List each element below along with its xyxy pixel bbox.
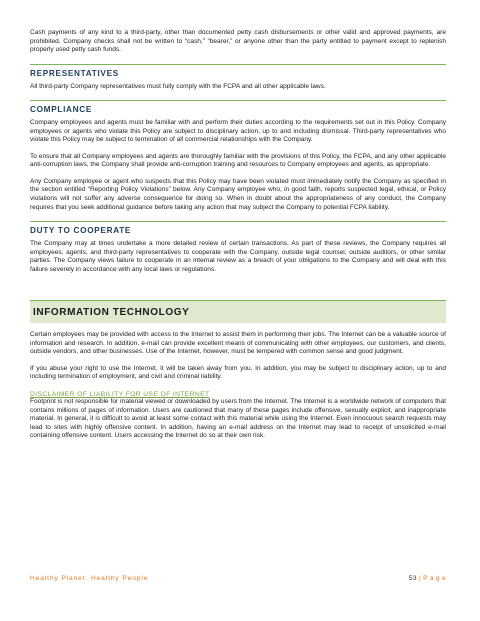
it-paragraph-2: If you abuse your right to use the Internet, it will be taken away from you. In addition, you may be subject to disciplinary action, up to and including termination of employment, and civil and criminal liability. xyxy=(30,364,446,381)
disclaimer-heading: DISCLAIMER OF LIABILITY FOR USE OF INTERNET xyxy=(30,391,210,399)
duty-paragraph: The Company may at times undertake a more detailed review of certain transactions. As part of these reviews, the Company requires all employees, agents, and third-party representatives to cooperate with the Company, outside legal counsel, outside auditors, or other similar parties. The Company views failure to cooperate in an internal review as a breach of your obligations to the Company and will deal with this failure severely in accordance with any local laws or regulations. xyxy=(30,240,446,273)
representatives-section xyxy=(30,64,446,92)
compliance-paragraph-2: To ensure that all Company employees and agents are thoroughly familiar with the provisions of this Policy, the FCPA, and any other applicable anti-corruption laws, the Company shall provide anti-corruption training and resources to Company employees and agents, as appropriate. xyxy=(30,152,446,169)
representatives-paragraph: All third-party Company representatives must fully comply with the FCPA and all other applicable laws. xyxy=(30,82,326,90)
page-content xyxy=(30,29,446,441)
intro-paragraph: Cash payments of any kind to a third-party, other than documented petty cash disbursements or other valid and approved payments, are prohibited. Company checks shall not be written to “cash,” “bearer,” or anyone other than the party entitled to payment except to replenish properly used petty cash funds. xyxy=(30,29,446,54)
compliance-heading: COMPLIANCE xyxy=(30,100,446,114)
duty-section xyxy=(30,221,446,274)
information-technology-section xyxy=(30,331,446,440)
page-word: P a g e xyxy=(423,575,446,582)
information-technology-heading: INFORMATION TECHNOLOGY xyxy=(30,300,446,323)
compliance-paragraph-3: Any Company employee or agent who suspects that this Policy may have been violated must immediately notify the Company as specified in the section entitled “Reporting Policy Violations” below. Any Company employee who, in good faith, reports suspected legal, ethical, or Policy violations will not suffer any adverse consequence for doing so. When in doubt about the appropriateness of any conduct, the Company requires that you seek additional guidance before taking any action that may subject the Company to potential FCPA liability. xyxy=(30,177,446,211)
page-separator: | xyxy=(418,575,421,582)
it-paragraph-1: Certain employees may be provided with access to the Internet to assist them in performing their jobs. The Internet can be a valuable source of information and research. In addition, e-mail can provide excellent means of communicating with other employees, our customers, and clients, outside vendors, and other businesses. Use of the Internet, however, must be tempered with common sense and good judgment. xyxy=(30,331,446,356)
compliance-paragraph-1: Company employees and agents must be familiar with and perform their duties according to the requirements set out in this Policy. Company employees or agents who violate this Policy are subject to disciplinary action, up to and including dismissal. Third-party representatives who violate this Policy may be subject to termination of all commercial relationships with the Company. xyxy=(30,119,446,144)
page-number: 53 xyxy=(408,575,417,582)
footer-slogan: Healthy Planet. Healthy People xyxy=(30,575,149,582)
duty-heading: DUTY TO COOPERATE xyxy=(30,221,446,235)
disclaimer-paragraph: Footprint is not responsible for material viewed or downloaded by users from the Internet. The Internet is a worldwide network of computers that contains millions of pages of information. Users are cautioned that many of these pages include offensive, sexually explicit, and inappropriate material. In general, it is difficult to avoid at least some contact with this material while using the Internet. Even innocuous search requests may lead to sites with highly offensive content. In addition, having an e-mail address on the Internet may lead to receipt of unsolicited e-mail containing offensive content. Users accessing the Internet do so at their own risk. xyxy=(30,398,446,440)
footer-page-number xyxy=(409,575,446,582)
compliance-section xyxy=(30,100,446,212)
representatives-heading: REPRESENTATIVES xyxy=(30,64,446,78)
